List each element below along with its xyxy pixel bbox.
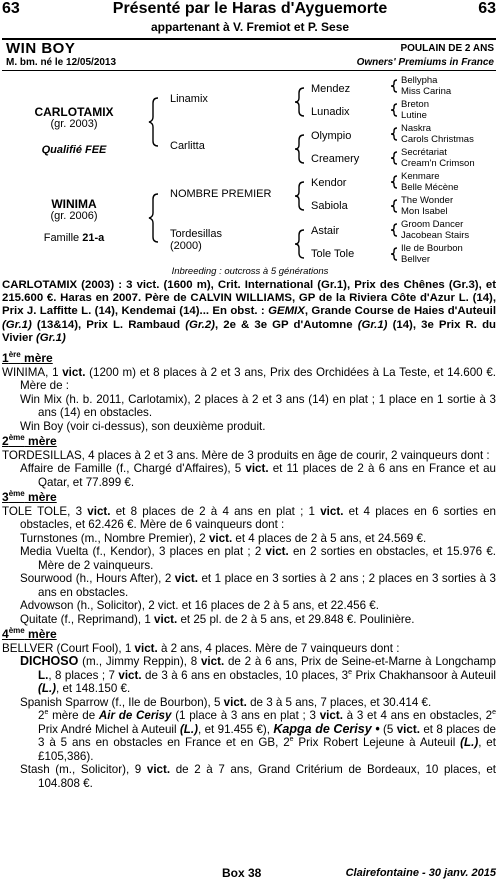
owner-line: appartenant à V. Fremiot et P. Sese xyxy=(150,20,350,34)
dam-name: WINIMA xyxy=(51,197,97,211)
pedigree-table xyxy=(0,72,500,272)
g3-10: Belle Mécène xyxy=(401,182,459,193)
inbreeding-note: Inbreeding : outcross à 5 générations xyxy=(171,266,329,277)
mere4-dam: BELLVER (Court Fool), 1 vict. à 2 ans, 4 places. Mère de 7 vainqueurs dont : xyxy=(2,641,400,655)
mere4-produce-2: Spanish Sparrow (f., Ile de Bourbon), 5 vict. de 3 à 5 ans, 7 places, et 30.414 €. xyxy=(20,695,432,709)
mere3-produce-5: Quitate (f., Reprimand), 1 vict. et 25 pl. de 2 à 5 ans, et 29.848 €. Poulinière. xyxy=(20,612,415,626)
g3-14: Jacobean Stairs xyxy=(401,230,470,241)
g2-1: Mendez xyxy=(311,83,351,95)
g1-dam-sire: NOMBRE PREMIER xyxy=(170,188,272,200)
sire-info: (gr. 2003) xyxy=(50,118,98,130)
mere2-produce-1: Affaire de Famille (f., Chargé d'Affaires), 5 vict. et 11 places de 2 à 6 ans en France et au Qatar, et 77.899 €. xyxy=(20,462,496,489)
g3-8: Cream'n Crimson xyxy=(401,158,475,169)
sire-qualification: Qualifié FEE xyxy=(41,144,107,156)
g1-dam-dam-year: (2000) xyxy=(170,240,202,252)
g2-6: Sabiola xyxy=(311,200,348,212)
mere1-dam: WINIMA, 1 vict. (1200 m) et 8 places à 2 et 3 ans, Prix des Orchidées à La Teste, et 14.600 €. Mère de : xyxy=(2,365,496,392)
mere3-produce-4: Advowson (h., Solicitor), 2 vict. et 16 places de 2 à 5 ans, et 22.456 €. xyxy=(20,599,379,612)
owners-premiums: Owners' Premiums in France xyxy=(356,57,494,68)
heading-mere1: 1ère mère xyxy=(2,350,53,365)
g3-16: Bellver xyxy=(401,254,431,265)
page-header xyxy=(0,0,500,20)
mere3-produce-1: Turnstones (m., Nombre Premier), 2 vict. et 4 places de 2 à 5 ans, et 24.569 €. xyxy=(20,531,427,545)
horse-name: WIN BOY xyxy=(6,40,76,57)
mere2-dam: TORDESILLAS, 4 places à 2 et 3 ans. Mère de 3 produits en âge de courir, 2 vainqueurs dont : xyxy=(2,448,490,462)
mere4-produce-2-detail: 2e mère de Air de Cerisy (1 place à 3 ans en plat ; 3 vict. à 3 et 4 ans en obstacles, 2e Prix André Michel à Auteuil (L.), et 91.455 €), Kapga de Cerisy • (5 vict. et 8 places de 3 à 5 ans en obstacles en France et en GB, 2e Prix Robert Lejeune à Auteuil (L.), et £105,386). xyxy=(38,709,496,763)
lot-number-left: 63 xyxy=(2,0,20,17)
horse-birth: M. bm. né le 12/05/2013 xyxy=(6,57,117,68)
mere3-produce-2: Media Vuelta (f., Kendor), 3 places en plat ; 2 vict. en 2 sorties en obstacles, et 15.976 €. Mère de 2 vainqueurs. xyxy=(20,545,496,572)
g3-2: Miss Carina xyxy=(401,86,452,97)
g3-11: The Wonder xyxy=(401,195,454,206)
lot-number-right: 63 xyxy=(478,0,496,17)
g2-7: Astair xyxy=(311,225,340,237)
sale-info: Clairefontaine - 30 janv. 2015 xyxy=(345,867,496,879)
g3-3: Breton xyxy=(401,99,429,110)
g2-3: Olympio xyxy=(311,130,352,142)
g2-2: Lunadix xyxy=(311,106,350,118)
mere4-produce-3: Stash (m., Solicitor), 9 vict. de 2 à 7 ans, Grand Critérium de Bordeaux, 10 places, et 104.808 €. xyxy=(20,763,496,790)
g2-4: Creamery xyxy=(311,153,360,165)
g3-9: Kenmare xyxy=(401,171,440,182)
g3-13: Groom Dancer xyxy=(401,219,464,230)
g2-5: Kendor xyxy=(311,177,347,189)
heading-mere2: 2ème mère xyxy=(2,433,57,448)
sire-paragraph: CARLOTAMIX (2003) : 3 vict. (1600 m), Crit. International (Gr.1), Prix des Chênes (Gr.3), et 215.600 €. Haras en 2007. Père de CALVIN WILLIAMS, GP de la Riviera Côte d'Azur L. (14), Prix J. Laffitte L. (14), Kendemai (14)... En obst. : GEMIX, Grande Course de Haies d'Auteuil (Gr.1) (13&14), Prix L. Rambaud (Gr.2), 2e & 3e GP d'Automne (Gr.1) (14), 3e Prix R. du Vivier (Gr.1) xyxy=(2,279,496,344)
family-section xyxy=(2,350,496,790)
g2-8: Tole Tole xyxy=(311,248,355,260)
horse-sex-age: POULAIN DE 2 ANS xyxy=(400,43,494,54)
mere1-produce-2: Win Boy (voir ci-dessus), son deuxième produit. xyxy=(20,419,266,433)
g1-dam-dam: Tordesillas xyxy=(170,228,222,240)
dam-family: Famille 21-a xyxy=(43,232,105,244)
heading-mere3: 3ème mère xyxy=(2,489,57,504)
sire-name: CARLOTAMIX xyxy=(34,105,114,119)
box-number: Box 38 xyxy=(222,866,262,880)
g3-7: Secrétariat xyxy=(401,147,447,158)
g3-5: Naskra xyxy=(401,123,432,134)
consignor-title: Présenté par le Haras d'Ayguemorte xyxy=(112,0,388,17)
g1-sire-dam: Carlitta xyxy=(170,140,205,152)
horse-banner xyxy=(2,38,496,71)
mere4-produce-1: DICHOSO (m., Jimmy Reppin), 8 vict. de 2 à 6 ans, Prix de Seine-et-Marne à Longchamp L., 8 places ; 7 vict. de 3 à 6 ans en obstacles, 10 places, 3e Prix Chakhansoor à Auteuil (L.), et 148.150 €. xyxy=(20,654,496,695)
g3-1: Bellypha xyxy=(401,75,438,86)
page-footer xyxy=(0,866,500,880)
heading-mere4: 4ème mère xyxy=(2,626,57,641)
g3-15: Ile de Bourbon xyxy=(401,243,463,254)
g1-sire-sire: Linamix xyxy=(170,93,208,105)
g3-6: Carols Christmas xyxy=(401,134,474,145)
dam-info: (gr. 2006) xyxy=(50,210,98,222)
g3-12: Mon Isabel xyxy=(401,206,448,217)
g3-4: Lutine xyxy=(401,110,427,121)
mere3-produce-3: Sourwood (h., Hours After), 2 vict. et 1 place en 3 sorties à 2 ans ; 2 places en 3 sorties à 3 ans en obstacles. xyxy=(20,572,496,599)
mere1-produce-1: Win Mix (h. b. 2011, Carlotamix), 2 places à 2 et 3 ans (14) en plat ; 1 place en 1 sortie à 3 ans (14) en obstacles. xyxy=(20,392,496,419)
mere3-dam: TOLE TOLE, 3 vict. et 8 places de 2 à 4 ans en plat ; 1 vict. et 4 places en 6 sorties en obstacles, et 62.426 €. Mère de 6 vainqueurs dont : xyxy=(2,504,497,531)
